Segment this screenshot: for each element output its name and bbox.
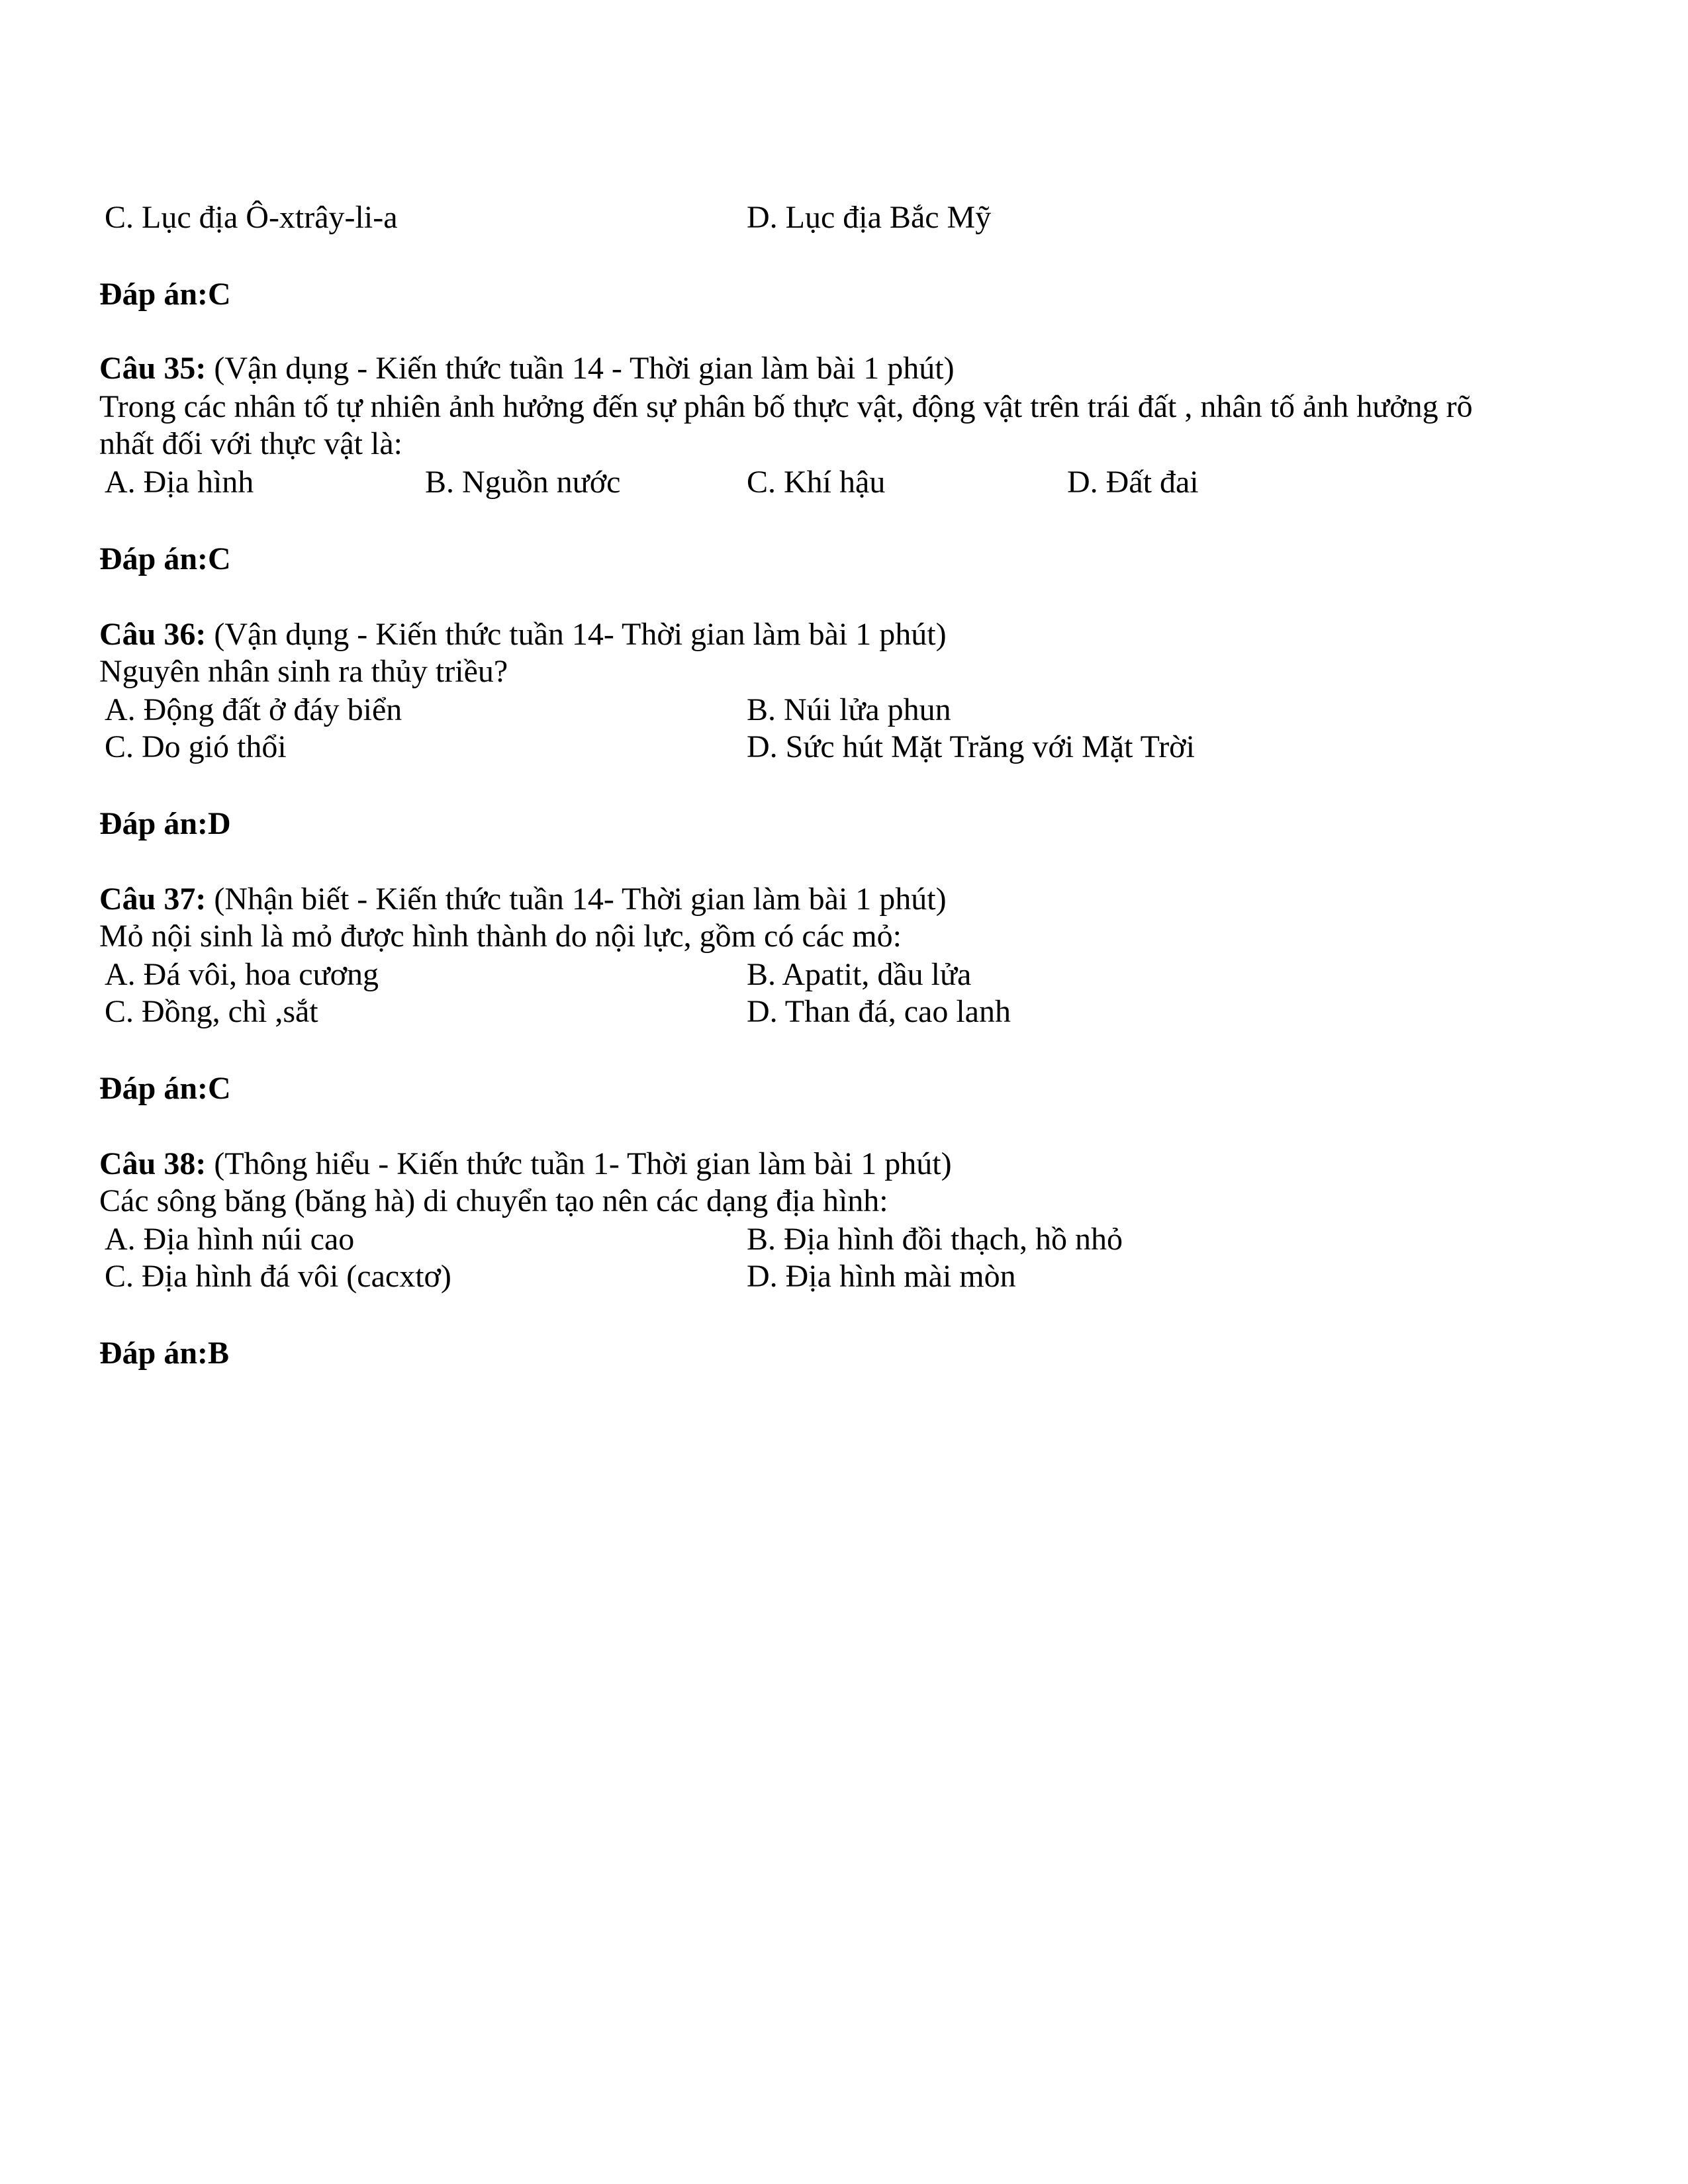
question-37-label: Câu 37: [99,882,207,917]
question-38-meta: (Thông hiểu - Kiến thức tuần 1- Thời gian làm bài 1 phút) [206,1146,952,1181]
question-36-option-c: C. Do gió thổi [105,729,287,764]
question-37-answer: Đáp án:C [99,1071,231,1106]
question-38-option-a: A. Địa hình núi cao [105,1222,355,1257]
question-38-header [99,1145,952,1183]
intro-option-d: D. Lục địa Bắc Mỹ [747,200,992,235]
question-37-header [99,880,947,919]
intro-answer: Đáp án:C [99,277,231,312]
question-37-option-c: C. Đồng, chì ,sắt [105,994,318,1029]
question-35-label: Câu 35: [99,351,207,386]
question-35-meta: (Vận dụng - Kiến thức tuần 14 - Thời gian làm bài 1 phút) [206,351,955,386]
intro-option-c: C. Lục địa Ô-xtrây-li-a [105,200,398,235]
question-38-option-b: B. Địa hình đồi thạch, hồ nhỏ [747,1222,1123,1257]
question-35-option-b: B. Nguồn nước [425,465,621,500]
question-37-option-b: B. Apatit, dầu lửa [747,957,972,992]
question-38-label: Câu 38: [99,1146,207,1181]
question-35-option-c: C. Khí hậu [747,465,886,500]
question-36-answer: Đáp án:D [99,806,231,841]
question-38-answer: Đáp án:B [99,1336,230,1371]
question-35-header [99,349,955,388]
question-36-option-b: B. Núi lửa phun [747,692,951,727]
question-36-label: Câu 36: [99,617,207,652]
question-36-option-a: A. Động đất ở đáy biển [105,692,402,727]
question-37-meta: (Nhận biết - Kiến thức tuần 14- Thời gian làm bài 1 phút) [206,882,947,917]
question-38-option-d: D. Địa hình mài mòn [747,1259,1016,1294]
question-36-option-d: D. Sức hút Mặt Trăng với Mặt Trời [747,729,1195,764]
question-37-option-a: A. Đá vôi, hoa cương [105,957,379,992]
question-35-option-d: D. Đất đai [1067,465,1199,500]
question-35-answer: Đáp án:C [99,541,231,576]
question-35-option-a: A. Địa hình [105,465,254,500]
question-36-text-line-1: Nguyên nhân sinh ra thủy triều? [99,654,508,689]
question-37-text-line-1: Mỏ nội sinh là mỏ được hình thành do nội lực, gồm có các mỏ: [99,919,902,954]
question-36-header [99,615,947,654]
question-35-text-line-2: nhất đối với thực vật là: [99,426,402,461]
question-38-option-c: C. Địa hình đá vôi (cacxtơ) [105,1259,451,1294]
question-38-text-line-1: Các sông băng (băng hà) di chuyển tạo nên các dạng địa hình: [99,1183,888,1218]
question-37-option-d: D. Than đá, cao lanh [747,994,1011,1029]
question-36-meta: (Vận dụng - Kiến thức tuần 14- Thời gian làm bài 1 phút) [206,617,947,652]
question-35-text-line-1: Trong các nhân tố tự nhiên ảnh hưởng đến sự phân bố thực vật, động vật trên trái đất , nhân tố ảnh hưởng rõ [99,389,1473,424]
